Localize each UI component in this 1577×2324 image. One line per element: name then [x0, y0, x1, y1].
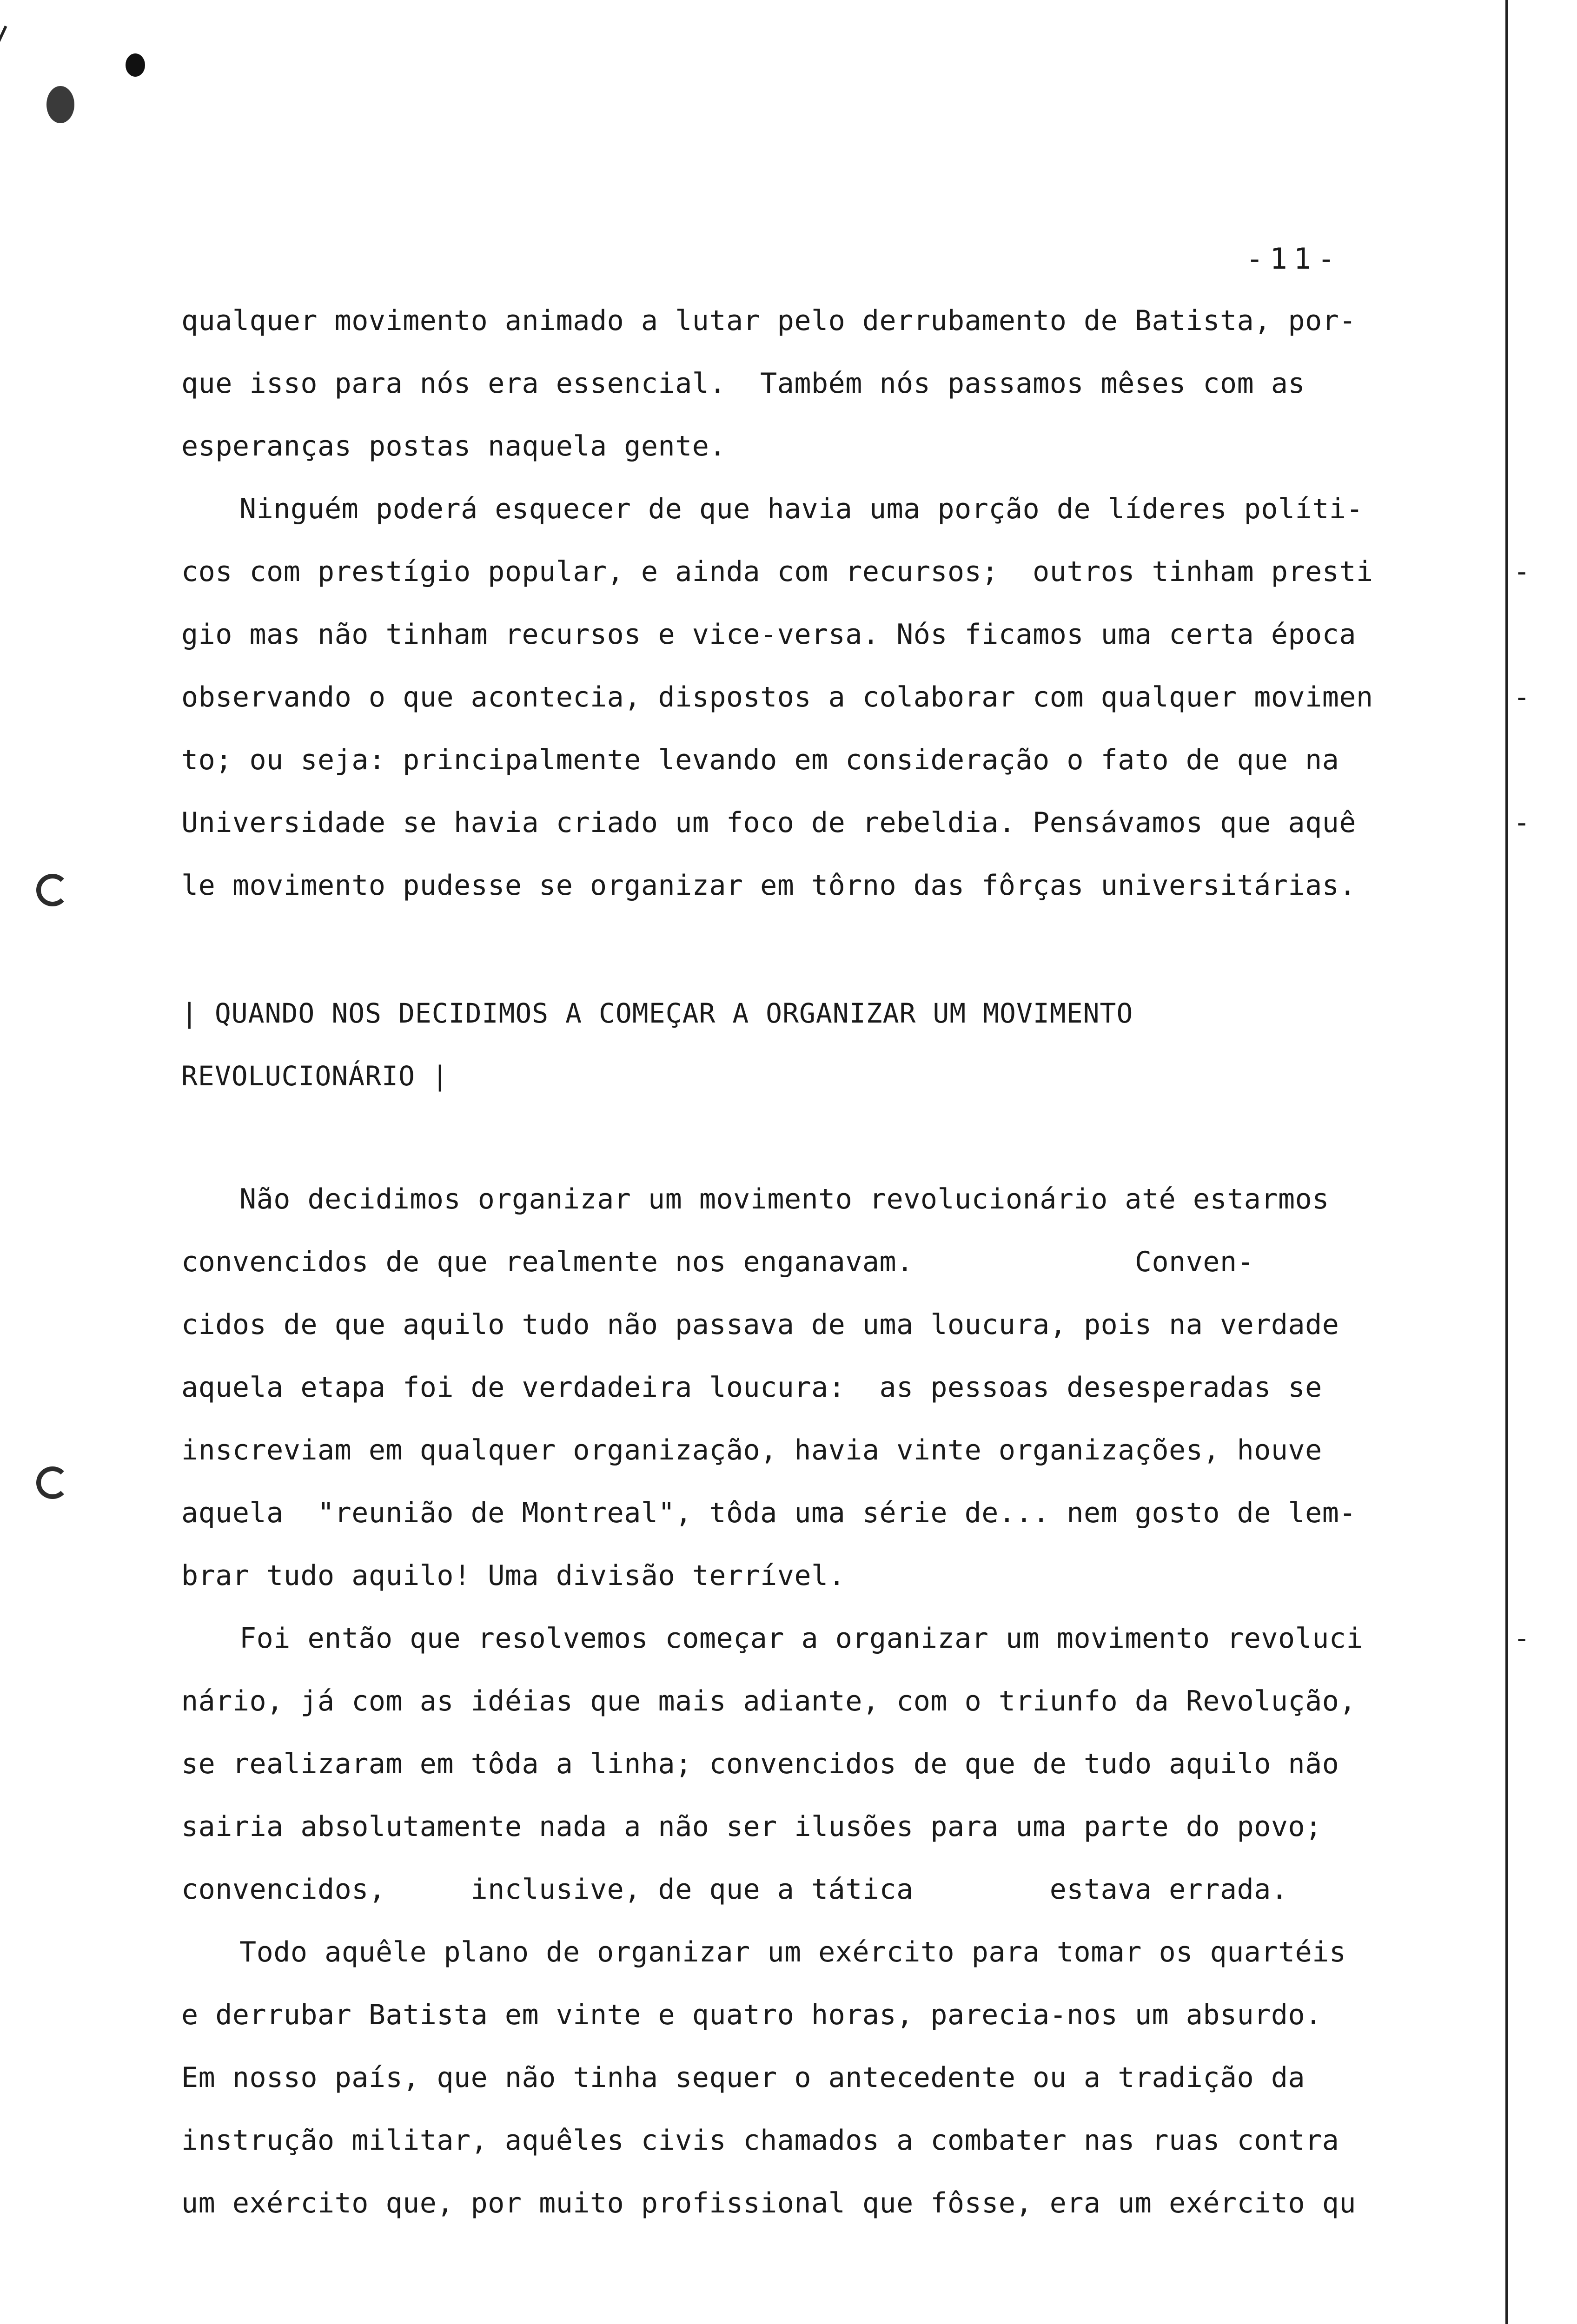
text-line: convencidos, inclusive, de que a tática estava errada.	[181, 1873, 1288, 1906]
text-line: Foi então que resolvemos começar a organizar um movimento revoluci	[239, 1622, 1364, 1655]
text-line: brar tudo aquilo! Uma divisão terrível.	[181, 1559, 846, 1592]
margin-hyphen: -	[1513, 1622, 1531, 1655]
text-line: Não decidimos organizar um movimento revolucionário até estarmos	[239, 1183, 1329, 1215]
text-line: to; ou seja: principalmente levando em consideração o fato de que na	[181, 744, 1339, 776]
text-line: gio mas não tinham recursos e vice-versa. Nós ficamos uma certa época	[181, 618, 1356, 651]
margin-hyphen: -	[1513, 806, 1531, 839]
section-heading: | QUANDO NOS DECIDIMOS A COMEÇAR A ORGANIZAR UM MOVIMENTO	[181, 997, 1133, 1029]
text-line: le movimento pudesse se organizar em tôrno das fôrças universitárias.	[181, 869, 1356, 902]
text-line: aquela "reunião de Montreal", tôda uma série de... nem gosto de lem-	[181, 1497, 1356, 1529]
punch-hole	[36, 874, 69, 906]
text-line: convencidos de que realmente nos enganavam. Conven-	[181, 1246, 1254, 1278]
text-line: sairia absolutamente nada a não ser ilusões para uma parte do povo;	[181, 1810, 1322, 1843]
text-line: qualquer movimento animado a lutar pelo derrubamento de Batista, por-	[181, 304, 1356, 337]
right-margin-rule	[1505, 0, 1508, 2324]
text-line: se realizaram em tôda a linha; convencidos de que de tudo aquilo não	[181, 1748, 1339, 1780]
text-line: instrução militar, aquêles civis chamados a combater nas ruas contra	[181, 2124, 1339, 2157]
text-line: um exército que, por muito profissional que fôsse, era um exército qu	[181, 2187, 1356, 2219]
text-line: que isso para nós era essencial. Também nós passamos mêses com as	[181, 367, 1305, 400]
text-line: nário, já com as idéias que mais adiante, com o triunfo da Revolução,	[181, 1685, 1356, 1717]
ink-blot	[46, 86, 74, 123]
text-line: cos com prestígio popular, e ainda com recursos; outros tinham presti	[181, 555, 1373, 588]
text-line: e derrubar Batista em vinte e quatro horas, parecia-nos um absurdo.	[181, 1999, 1322, 2031]
text-line: cidos de que aquilo tudo não passava de uma loucura, pois na verdade	[181, 1308, 1339, 1341]
text-line: aquela etapa foi de verdadeira loucura: as pessoas desesperadas se	[181, 1371, 1322, 1404]
section-heading: REVOLUCIONÁRIO |	[181, 1060, 449, 1092]
ink-blot	[126, 53, 145, 77]
text-line: Em nosso país, que não tinha sequer o antecedente ou a tradição da	[181, 2061, 1305, 2094]
corner-pen-stroke	[0, 26, 7, 94]
text-line: Universidade se havia criado um foco de rebeldia. Pensávamos que aquê	[181, 806, 1356, 839]
text-line: Ninguém poderá esquecer de que havia uma porção de líderes políti-	[239, 493, 1364, 525]
punch-hole	[36, 1466, 69, 1499]
page-number: -11-	[1246, 242, 1342, 276]
text-line: Todo aquêle plano de organizar um exército para tomar os quartéis	[239, 1936, 1346, 1968]
margin-hyphen: -	[1513, 555, 1531, 588]
text-line: esperanças postas naquela gente.	[181, 430, 726, 462]
text-line: inscreviam em qualquer organização, havia vinte organizações, houve	[181, 1434, 1322, 1466]
margin-hyphen: -	[1513, 681, 1531, 713]
text-line: observando o que acontecia, dispostos a colaborar com qualquer movimen	[181, 681, 1373, 713]
